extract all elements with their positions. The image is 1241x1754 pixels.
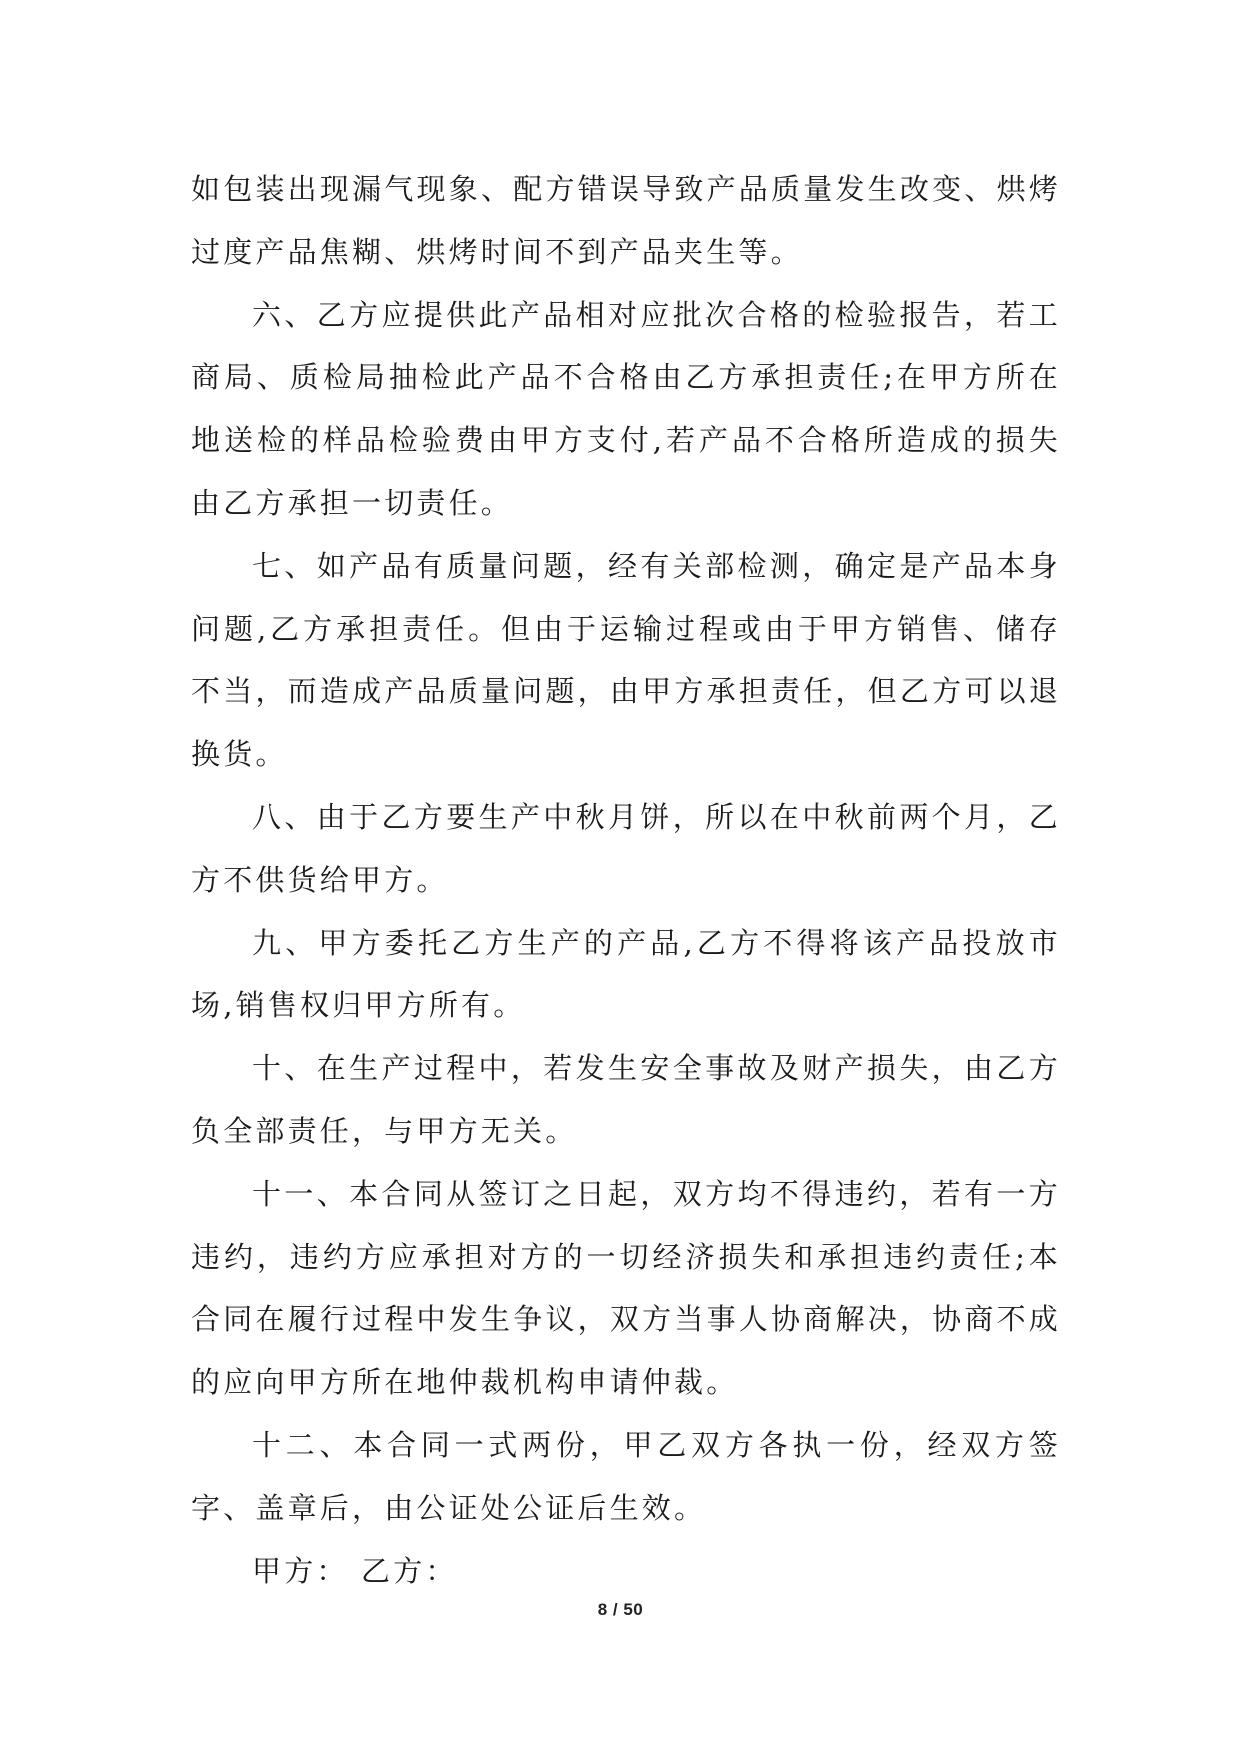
paragraph-packaging-defects: 如包装出现漏气现象、配方错误导致产品质量发生改变、烘烤过度产品焦糊、烘烤时间不到产品夹生等。 (191, 172, 1061, 269)
paragraph-clause-7: 七、如产品有质量问题，经有关部检测，确定是产品本身问题,乙方承担责任。但由于运输过程或由于甲方销售、储存不当，而造成产品质量问题，由甲方承担责任，但乙方可以退换货。 (191, 548, 1061, 772)
signature-line: 甲方： 乙方： (252, 1553, 458, 1588)
page-number: 8 / 50 (597, 1600, 644, 1619)
paragraph-clause-9: 九、甲方委托乙方生产的产品,乙方不得将该产品投放市场,销售权归甲方所有。 (191, 925, 1061, 1023)
paragraph-clause-10: 十、在生产过程中，若发生安全事故及财产损失，由乙方负全部责任，与甲方无关。 (191, 1051, 1061, 1148)
paragraph-clause-12: 十二、本合同一式两份，甲乙双方各执一份，经双方签字、盖章后，由公证处公证后生效。 (191, 1427, 1061, 1525)
paragraph-clause-8: 八、由于乙方要生产中秋月饼，所以在中秋前两个月，乙方不供货给甲方。 (191, 799, 1061, 897)
paragraph-clause-6: 六、乙方应提供此产品相对应批次合格的检验报告，若工商局、质检局抽检此产品不合格由乙方承担责任;在甲方所在地送检的样品检验费由甲方支付,若产品不合格所造成的损失由乙方承担一切责任。 (191, 297, 1061, 520)
contract-body (191, 158, 1061, 1602)
paragraph-clause-11: 十一、本合同从签订之日起，双方均不得违约，若有一方违约，违约方应承担对方的一切经济损失和承担违约责任;本合同在履行过程中发生争议，双方当事人协商解决，协商不成的应向甲方所在地仲裁机构申请仲裁。 (191, 1176, 1061, 1400)
